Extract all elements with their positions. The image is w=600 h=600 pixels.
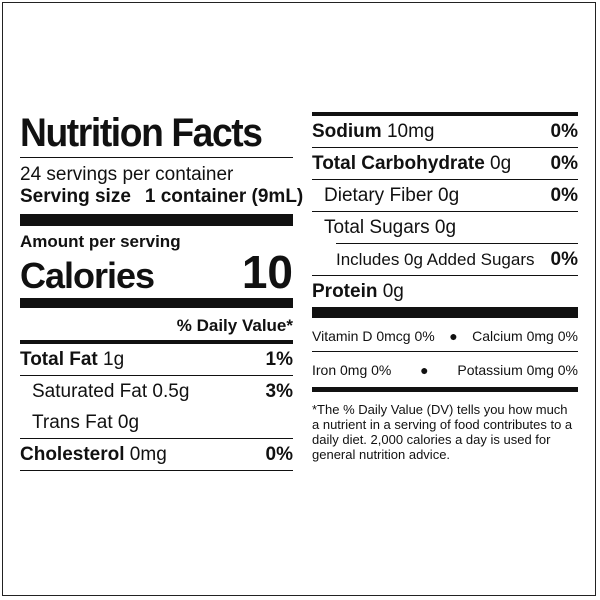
nutrient-amount: 0g	[484, 153, 512, 174]
right-column	[312, 112, 578, 462]
nutrient-amount: 1g	[97, 349, 125, 370]
nutrient-name: Total Sugars 0g	[324, 217, 457, 238]
potassium: Potassium 0mg 0%	[457, 362, 578, 378]
amount-per-serving: Amount per serving	[20, 232, 181, 251]
nutrient-name: Saturated Fat 0.5g	[32, 381, 190, 402]
nutrient-dv: 0%	[550, 185, 578, 206]
nutrient-name: Sodium	[312, 121, 382, 142]
serving-size-row	[20, 186, 304, 208]
nutrient-dv: 1%	[265, 349, 293, 370]
nutrient-amount: 10mg	[381, 121, 435, 142]
divider	[20, 470, 293, 471]
nutrient-name: Includes 0g Added Sugars	[336, 250, 535, 269]
calories-value: 10	[241, 246, 293, 298]
calories-label: Calories	[20, 255, 155, 296]
nutrient-name: Protein	[312, 281, 378, 302]
daily-value-header: % Daily Value*	[176, 316, 293, 335]
bullet-icon: ●	[420, 362, 429, 378]
bullet-icon: ●	[449, 328, 458, 344]
nutrient-row-total-carbohydrate	[312, 147, 578, 179]
nutrient-row-dietary-fiber	[312, 179, 578, 211]
nutrient-row-protein	[312, 275, 578, 307]
servings-per-container: 24 servings per container	[20, 164, 234, 185]
nutrient-name: Dietary Fiber 0g	[324, 185, 460, 206]
nutrient-name: Cholesterol	[20, 444, 125, 465]
iron: Iron 0mg 0%	[312, 362, 392, 378]
left-column	[20, 111, 304, 471]
calcium: Calcium 0mg 0%	[472, 328, 578, 344]
nutrient-dv: 0%	[550, 153, 578, 174]
divider-thick	[20, 298, 293, 308]
vitamin-d: Vitamin D 0mcg 0%	[312, 328, 435, 344]
vitamin-row-1	[312, 322, 578, 351]
nutrient-row-total-fat	[20, 344, 293, 375]
nutrient-name: Total Fat	[20, 349, 98, 370]
serving-size-label: Serving size	[20, 186, 131, 207]
nutrient-dv: 0%	[550, 249, 578, 270]
serving-size-value: 1 container (9mL)	[144, 186, 304, 207]
nutrient-row-sodium	[312, 116, 578, 147]
nutrient-dv: 0%	[550, 121, 578, 142]
nutrient-row-cholesterol	[20, 438, 293, 470]
nutrient-dv: 0%	[265, 444, 293, 465]
divider-medium	[312, 387, 578, 392]
divider-thick	[312, 307, 578, 318]
divider-thick	[20, 214, 293, 226]
nutrient-row-saturated-fat	[20, 375, 293, 407]
nutrient-row-trans-fat	[20, 407, 293, 438]
calories-row	[20, 246, 293, 298]
nutrient-dv: 3%	[265, 381, 293, 402]
nutrient-name: Total Carbohydrate	[312, 153, 485, 174]
label-title: Nutrition Facts	[20, 111, 262, 155]
nutrient-amount: 0mg	[124, 444, 167, 465]
divider	[312, 351, 578, 352]
vitamin-row-2	[312, 356, 578, 385]
nutrient-row-added-sugars	[336, 243, 578, 275]
footnote: *The % Daily Value (DV) tells you how much a nutrient in a serving of food contributes to a daily diet. 2,000 calories a day is used for general nutrition advice.	[312, 402, 573, 462]
nutrient-name: Trans Fat 0g	[32, 412, 140, 433]
nutrient-amount: 0g	[377, 281, 404, 302]
nutrient-row-total-sugars	[312, 211, 578, 243]
divider	[20, 157, 293, 158]
